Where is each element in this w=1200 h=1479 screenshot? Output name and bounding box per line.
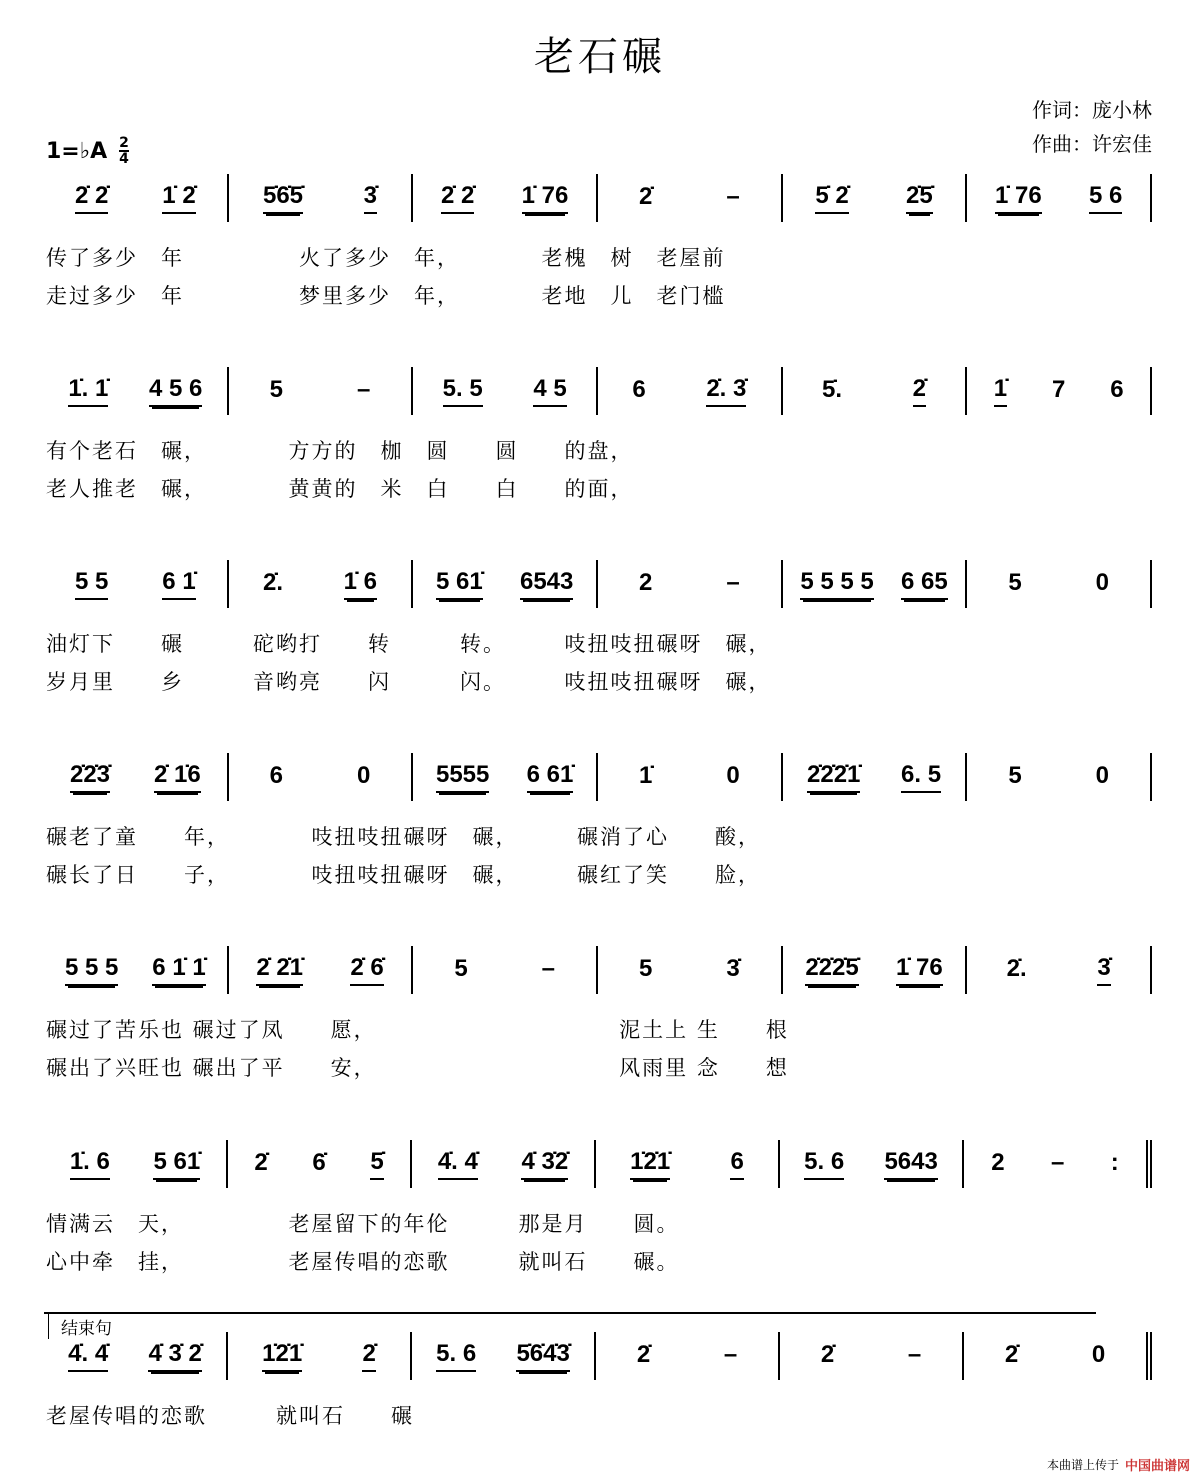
staff-line: [44, 946, 1152, 994]
measure: [596, 1140, 780, 1188]
measure: [229, 174, 414, 222]
note-group: 2̇ 2̇: [75, 183, 108, 214]
note-group: 1̇ 76: [896, 955, 943, 986]
note-group: 5643: [884, 1149, 937, 1180]
note-group: 5: [639, 954, 653, 982]
note-group: 5. 6: [436, 1341, 476, 1372]
lyric-line-verse-1: 油灯下 碾 砣哟打 转 转。 吱扭吱扭碾呀 碾，: [46, 632, 772, 656]
measure: [413, 753, 598, 801]
note-group: 5̇6̇4̇3̇: [516, 1341, 569, 1372]
note-group: 6: [632, 375, 646, 403]
lyric-line-verse-2: 碾长了日 子， 吱扭吱扭碾呀 碾， 碾红了笑 脸，: [46, 863, 761, 887]
measure: [228, 1140, 412, 1188]
note-group: 1̇. 1̇: [68, 376, 108, 407]
measure: [229, 753, 414, 801]
note-group: 2̇2̇3̇: [70, 762, 110, 793]
measure: [412, 1332, 596, 1380]
note-group: 2̇: [820, 1340, 835, 1368]
measure: [783, 560, 968, 608]
note-group: 5̇6̇5̇: [263, 183, 303, 214]
staff-line: [44, 753, 1152, 801]
measure: [598, 367, 783, 415]
note-group: 2̇ 6̇: [350, 955, 383, 986]
note-group: 5 5 5: [65, 955, 118, 986]
note-group: 2: [991, 1148, 1005, 1176]
lyricist-credit: 作词：庞小林: [1032, 98, 1152, 122]
note-group: 6: [269, 761, 284, 789]
ending-bracket: [44, 1312, 1096, 1314]
note-group: 4̇. 4̇: [438, 1149, 478, 1180]
note-group: 4 5 6: [149, 376, 202, 407]
measure: [413, 174, 598, 222]
note-group: 5̇.: [822, 375, 843, 403]
measure: [44, 367, 229, 415]
note-group: 3̇: [364, 183, 377, 214]
note-group: 5 61̇: [436, 569, 483, 600]
measure: [783, 946, 968, 994]
note-group: 5: [1008, 568, 1022, 596]
note-group: 2̇: [362, 1341, 375, 1372]
measure: [44, 753, 229, 801]
measure: [413, 946, 598, 994]
note-group: 2̇ 2̇1̇: [256, 955, 303, 986]
measure: [44, 1332, 228, 1380]
note-group: 2̇: [1004, 1340, 1019, 1368]
staff-line: [44, 1332, 1152, 1380]
measure: [967, 367, 1152, 415]
measure: [229, 367, 414, 415]
footer: [1047, 1455, 1190, 1474]
note-group: 2̇2̇2̇5̇: [805, 955, 858, 986]
time-signature: [119, 136, 129, 166]
measure: [44, 560, 229, 608]
note-group: 1̇2̇1̇: [630, 1149, 670, 1180]
note-group: 5 5: [75, 569, 108, 600]
staff-line: [44, 1140, 1152, 1188]
note-group: –: [1050, 1148, 1065, 1176]
measure: [967, 560, 1152, 608]
lyric-line-verse-2: 岁月里 乡 音哟亮 闪 闪。 吱扭吱扭碾呀 碾，: [46, 670, 772, 694]
lyric-line-verse-1: 碾过了苦乐也 碾过了凤 愿， 泥土上 生 根: [46, 1018, 789, 1042]
site-logo: 中国曲谱网: [1124, 1459, 1190, 1474]
measure: [780, 1140, 964, 1188]
note-group: 4 5: [533, 376, 566, 407]
note-group: 4̇ 3̇2̇: [521, 1149, 568, 1180]
lyric-line-verse-2: 心中牵 挂， 老屋传唱的恋歌 就叫石 碾。: [46, 1250, 680, 1274]
lyric-line-verse-1: 碾老了童 年， 吱扭吱扭碾呀 碾， 碾消了心 酸，: [46, 825, 761, 849]
note-group: 1̇ 6: [344, 569, 377, 600]
note-group: 2̇. 3̇: [706, 376, 746, 407]
note-group: 2̇.: [1006, 954, 1027, 982]
note-group: 6: [1110, 375, 1124, 403]
note-group: 5̇: [370, 1149, 383, 1180]
lyric-line-verse-1: 传了多少 年 火了多少 年， 老槐 树 老屋前: [46, 246, 726, 270]
measure: [967, 174, 1152, 222]
measure: [967, 946, 1152, 994]
measure: [229, 560, 414, 608]
lyric-line-verse-2: 碾出了兴旺也 碾出了平 安， 风雨里 念 想: [46, 1056, 789, 1080]
note-group: 2̇: [639, 182, 653, 210]
measure: [44, 174, 229, 222]
measure: [783, 753, 968, 801]
time-top: 2: [119, 135, 129, 151]
note-group: 2̇.: [262, 568, 283, 596]
lyric-line-verse-2: 老人推老 碾， 黄黄的 米 白 白 的面，: [46, 477, 634, 501]
note-group: 6 65: [901, 569, 948, 600]
note-group: 5. 6: [804, 1149, 844, 1180]
measure: [598, 560, 783, 608]
note-group: 5. 5: [443, 376, 483, 407]
note-group: 0: [1095, 761, 1110, 789]
note-group: 5 5 5 5: [800, 569, 873, 600]
measure: [596, 1332, 780, 1380]
key-signature: [46, 136, 129, 166]
note-group: 2̇: [254, 1148, 268, 1176]
note-group: 2: [639, 568, 653, 596]
note-group: 6 1̇ 1̇: [152, 955, 205, 986]
note-group: –: [356, 375, 371, 403]
note-group: 1̇. 6: [70, 1149, 110, 1180]
measure: [967, 753, 1152, 801]
measure: [598, 946, 783, 994]
note-group: 5 61̇: [153, 1149, 200, 1180]
note-group: 6 61̇: [527, 762, 574, 793]
note-group: 7: [1052, 375, 1066, 403]
note-group: –: [726, 568, 740, 596]
note-group: 6: [730, 1149, 743, 1180]
measure: [964, 1140, 1152, 1188]
measure: [964, 1332, 1152, 1380]
lyric-line-verse-1: 情满云 天， 老屋留下的年伦 那是月 圆。: [46, 1212, 680, 1236]
note-group: 1̇ 2̇: [162, 183, 195, 214]
note-group: 0: [356, 761, 371, 789]
measure: [44, 946, 229, 994]
note-group: 6543: [520, 569, 573, 600]
key-label: 1=♭A: [46, 138, 108, 164]
measure: [783, 367, 968, 415]
note-group: 2̇ 2̇: [441, 183, 474, 214]
note-group: –: [541, 954, 556, 982]
measure: [228, 1332, 412, 1380]
note-group: 6̇: [312, 1148, 326, 1176]
note-group: 5 6: [1089, 183, 1122, 214]
song-title: 老石碾: [534, 34, 666, 80]
note-group: 3̇: [1097, 955, 1110, 986]
note-group: 6 1̇: [162, 569, 195, 600]
note-group: –: [907, 1340, 922, 1368]
note-group: 5: [1008, 761, 1022, 789]
measure: [44, 1140, 228, 1188]
staff-line: [44, 560, 1152, 608]
note-group: 4̇. 4̇: [68, 1341, 108, 1372]
note-group: –: [723, 1340, 738, 1368]
measure: [412, 1140, 596, 1188]
note-group: 5: [269, 375, 284, 403]
measure: [783, 174, 968, 222]
note-group: :: [1110, 1148, 1119, 1176]
note-group: 4̇ 3̇ 2̇: [148, 1341, 201, 1372]
note-group: 2̇ 1̇6: [154, 762, 201, 793]
measure: [413, 560, 598, 608]
measure: [413, 367, 598, 415]
measure: [598, 174, 783, 222]
note-group: 0: [1095, 568, 1110, 596]
note-group: 1̇2̇1̇: [262, 1341, 302, 1372]
note-group: 3̇: [726, 954, 740, 982]
note-group: 2̇: [636, 1340, 651, 1368]
measure: [598, 753, 783, 801]
note-group: 2̇2̇2̇1̇: [807, 762, 860, 793]
note-group: 0: [726, 761, 740, 789]
note-group: 5̇ 2̇: [815, 183, 848, 214]
note-group: 1̇ 76: [995, 183, 1042, 214]
note-group: 1̇: [994, 376, 1007, 407]
note-group: 0: [1091, 1340, 1106, 1368]
note-group: –: [726, 182, 740, 210]
note-group: 2̇5̇: [906, 183, 933, 214]
lyric-line-verse-1: 有个老石 碾， 方方的 枷 圆 圆 的盘，: [46, 439, 634, 463]
lyric-line-verse-1: 老屋传唱的恋歌 就叫石 碾: [46, 1404, 414, 1428]
time-bottom: 4: [119, 151, 129, 167]
note-group: 2̇: [913, 376, 926, 407]
composer-credit: 作曲：许宏佳: [1032, 132, 1152, 156]
note-group: 5: [454, 954, 468, 982]
note-group: 1̇ 76: [522, 183, 569, 214]
lyric-line-verse-2: 走过多少 年 梦里多少 年， 老地 儿 老门槛: [46, 284, 726, 308]
staff-line: [44, 367, 1152, 415]
note-group: 6. 5: [901, 762, 941, 793]
footer-text: 本曲谱上传于: [1046, 1458, 1119, 1472]
note-group: 5555: [436, 762, 489, 793]
ending-label: 结束句: [48, 1314, 112, 1339]
staff-line: [44, 174, 1152, 222]
measure: [780, 1332, 964, 1380]
note-group: 1̇: [639, 761, 653, 789]
measure: [229, 946, 414, 994]
